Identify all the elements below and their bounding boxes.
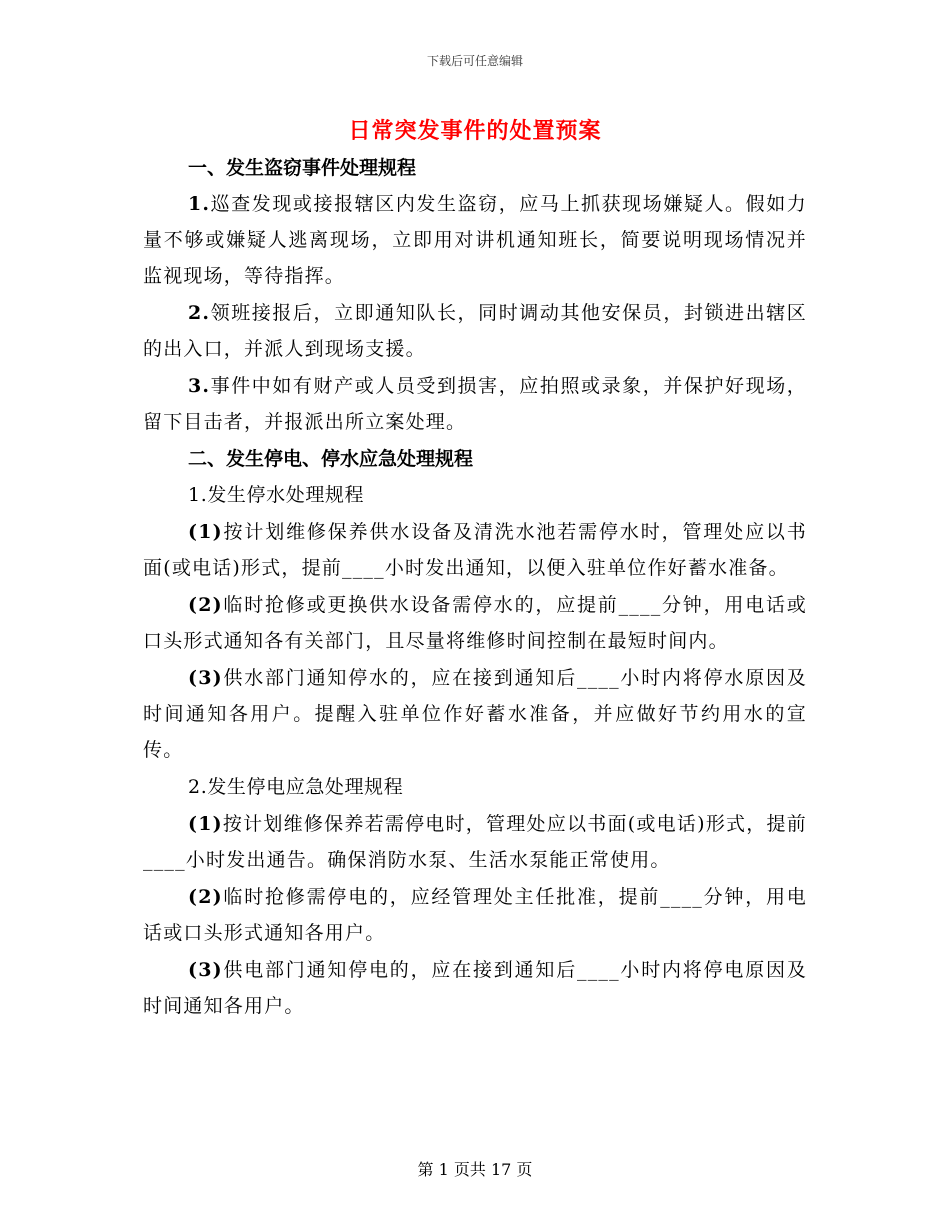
document-title: 日常突发事件的处置预案	[348, 118, 602, 144]
page-footer-number: 第 1 页共 17 页	[417, 1160, 533, 1179]
paragraph-text: 事件中如有财产或人员受到损害，应拍照或录象，并保护好现场，留下目击者，并报派出所立案处理。	[143, 375, 807, 433]
paragraph-text: 供电部门通知停电的，应在接到通知后____小时内将停电原因及时间通知各用户。	[143, 959, 807, 1017]
paragraph-number: (1)	[188, 813, 223, 835]
theft-paragraph-3	[143, 368, 807, 440]
power-paragraph-3	[143, 952, 807, 1024]
theft-paragraph-1	[143, 186, 807, 294]
water-paragraph-1	[143, 514, 807, 586]
paragraph-number: (3)	[188, 959, 223, 981]
paragraph-number: (2)	[188, 594, 223, 616]
page-header-note: 下载后可任意编辑	[426, 54, 523, 68]
power-outage-subheading: 2.发生停电应急处理规程	[188, 776, 404, 798]
paragraph-text: 临时抢修或更换供水设备需停水的，应提前____分钟，用电话或口头形式通知各有关部门，且尽量将维修时间控制在最短时间内。	[143, 594, 807, 652]
paragraph-text: 按计划维修保养若需停电时，管理处应以书面(或电话)形式，提前____小时发出通告。确保消防水泵、生活水泵能正常使用。	[143, 813, 807, 871]
paragraph-number: 1.	[188, 193, 211, 215]
section-heading-theft: 一、发生盗窃事件处理规程	[188, 157, 417, 179]
water-paragraph-3	[143, 660, 807, 768]
power-paragraph-2	[143, 879, 807, 951]
paragraph-number: (2)	[188, 886, 223, 908]
paragraph-text: 领班接报后，立即通知队长，同时调动其他安保员，封锁进出辖区的出入口，并派人到现场支援。	[143, 302, 807, 360]
theft-paragraph-2	[143, 295, 807, 367]
document-body	[143, 150, 807, 1025]
paragraph-text: 临时抢修需停电的，应经管理处主任批准，提前____分钟，用电话或口头形式通知各用户。	[143, 886, 807, 944]
paragraph-number: 3.	[188, 375, 211, 397]
water-paragraph-2	[143, 587, 807, 659]
paragraph-text: 供水部门通知停水的，应在接到通知后____小时内将停水原因及时间通知各用户。提醒入驻单位作好蓄水准备，并应做好节约用水的宣传。	[143, 667, 807, 761]
paragraph-number: 2.	[188, 302, 211, 324]
water-outage-subheading: 1.发生停水处理规程	[188, 484, 365, 506]
power-paragraph-1	[143, 806, 807, 878]
section-heading-outage: 二、发生停电、停水应急处理规程	[188, 448, 474, 470]
paragraph-number: (1)	[188, 521, 223, 543]
paragraph-text: 巡查发现或接报辖区内发生盗窃，应马上抓获现场嫌疑人。假如力量不够或嫌疑人逃离现场，立即用对讲机通知班长，简要说明现场情况并监视现场，等待指挥。	[143, 193, 807, 287]
paragraph-number: (3)	[188, 667, 223, 689]
paragraph-text: 按计划维修保养供水设备及清洗水池若需停水时，管理处应以书面(或电话)形式，提前____小时发出通知，以便入驻单位作好蓄水准备。	[143, 521, 807, 579]
